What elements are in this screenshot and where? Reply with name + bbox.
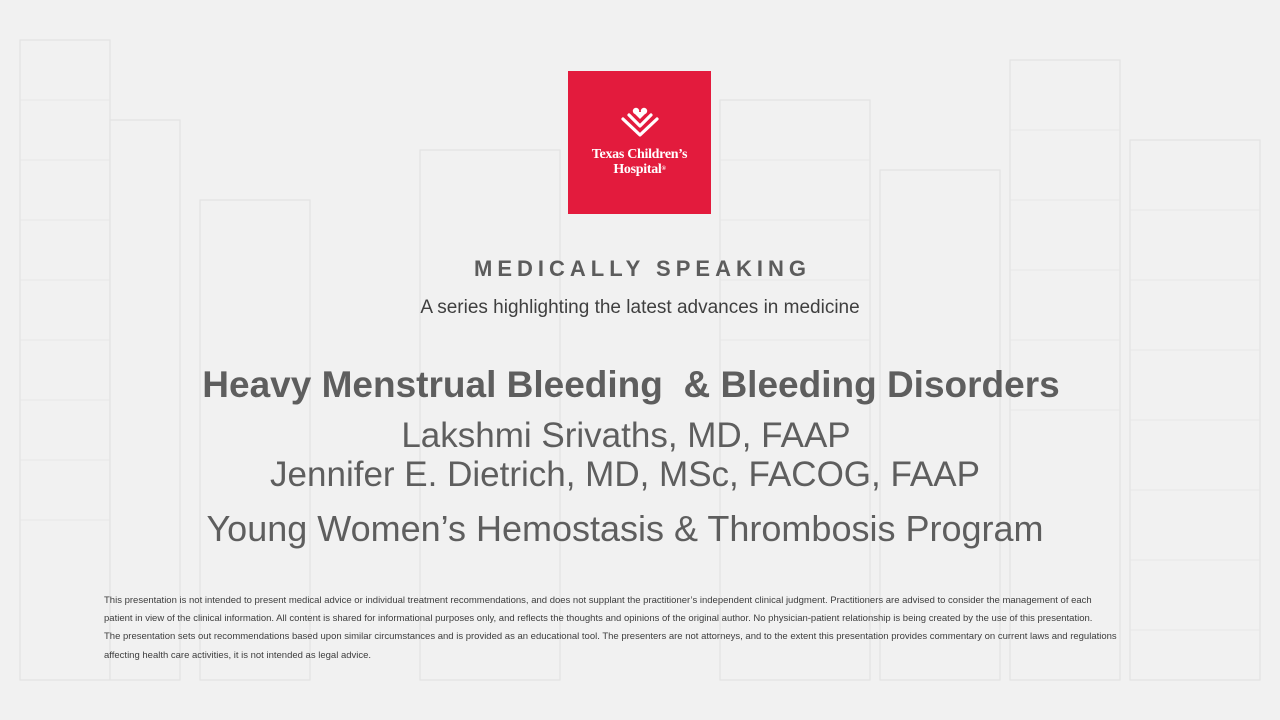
- legal-disclaimer: [104, 592, 1184, 665]
- texas-childrens-hospital-logo: [568, 71, 711, 214]
- disclaimer-line: affecting health care activities, it is not intended as legal advice.: [104, 649, 372, 661]
- presenter-2: Jennifer E. Dietrich, MD, MSc, FACOG, FAAP: [270, 455, 980, 494]
- presenter-1: Lakshmi Srivaths, MD, FAAP: [401, 416, 851, 455]
- disclaimer-line: patient in view of the clinical information. All content is shared for informational purposes only, and reflects the thoughts and opinions of the original author. No physician-patient relationship is being created by the use of this presentation.: [104, 613, 1093, 625]
- series-subtitle: A series highlighting the latest advances in medicine: [420, 297, 860, 318]
- logo-line-2: Hospital: [613, 162, 662, 177]
- registered-mark: ®: [661, 166, 666, 172]
- disclaimer-line: This presentation is not intended to present medical advice or individual treatment recommendations, and does not supplant the practitioner’s independent clinical judgment. Practitioners are advised to consider the management of each: [104, 595, 1092, 606]
- logo-line-1: Texas Children’s: [591, 147, 688, 162]
- series-title: MEDICALLY SPEAKING: [474, 256, 811, 281]
- talk-title: Heavy Menstrual Bleeding & Bleeding Disorders: [202, 364, 1060, 405]
- heart-logo-icon: [620, 105, 660, 143]
- logo-wordmark: [592, 147, 687, 177]
- disclaimer-line: The presentation sets out recommendations based upon similar circumstances and is provided as an educational tool. The presenters are not attorneys, and to the extent this presentation provides commentary on current laws and regulations: [104, 631, 1117, 643]
- program-name: Young Women’s Hemostasis & Thrombosis Program: [206, 508, 1044, 549]
